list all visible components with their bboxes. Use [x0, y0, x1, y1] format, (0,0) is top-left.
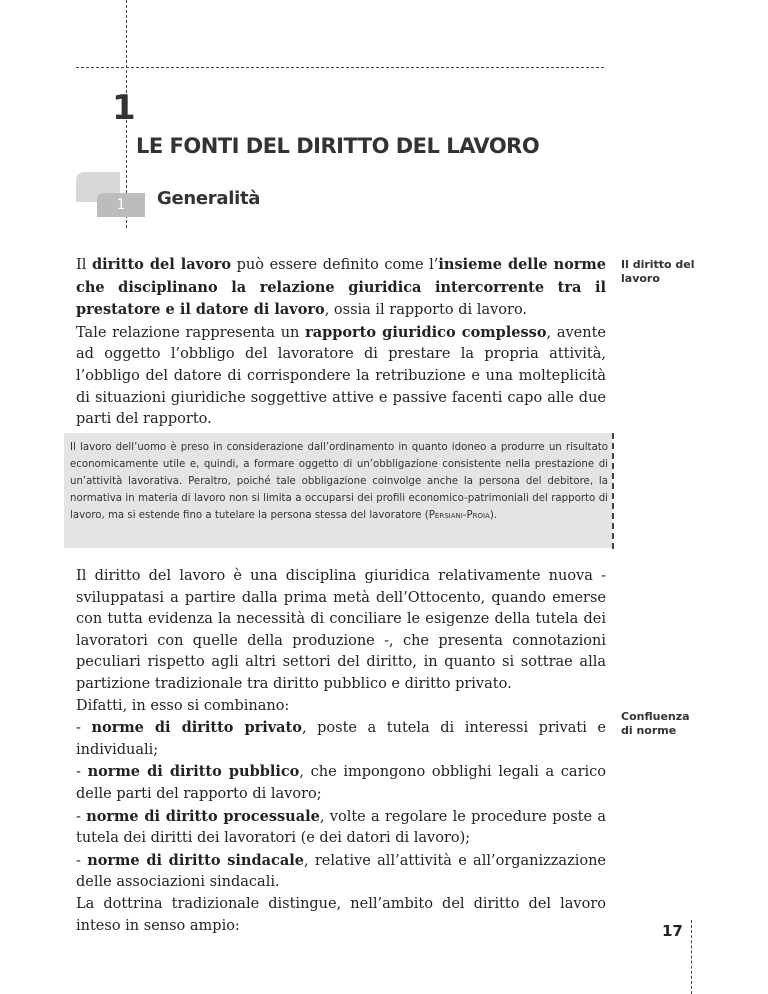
chapter-title: LE FONTI DEL DIRITTO DEL LAVORO	[136, 134, 540, 158]
list-item: - norme di diritto pubblico, che impongono obblighi legali a carico delle parti del rapporto di lavoro;	[76, 763, 606, 802]
section-number-badge: 1	[97, 193, 145, 217]
paragraph-definition: Il diritto del lavoro può essere definito come l’insieme delle norme che disciplinano la relazione giuridica intercorrente tra il prestatore e il datore di lavoro, ossia il rapporto di lavoro. Tale relazione rappresenta un rapporto giuridico complesso, avente ad oggetto l’obbligo del lavoratore di prestare la propria attività, l’obbligo del datore di corrispondere la retribuzione e una molteplicità di situazioni giuridiche soggettive attive e passive facenti capo alle due parti del rapporto.	[76, 256, 606, 428]
top-horizontal-guide	[76, 67, 604, 68]
section-title: Generalità	[157, 188, 261, 209]
page-number: 17	[662, 922, 683, 940]
chapter-number: 1	[112, 88, 135, 128]
note-side-guide	[612, 433, 614, 549]
margin-note-diritto: Il diritto del lavoro	[621, 258, 695, 285]
list-item: - norme di diritto privato, poste a tutela di interessi privati e individuali;	[76, 719, 606, 758]
bottom-vertical-guide	[691, 920, 692, 994]
note-box: Il lavoro dell’uomo è preso in considerazione dall’ordinamento in quanto idoneo a produrre un risultato economicamente utile e, quindi, a formare oggetto di un’obbligazione consistente nella prestazione di un’attività lavorativa. Peraltro, poiché tale obbligazione coinvolge anche la persona del debitore, la normativa in materia di lavoro non si limita a occuparsi dei profili economico-patrimoniali del rapporto di lavoro, ma si estende fino a tutelare la persona stessa del lavoratore (Persiani-Proia).	[64, 433, 612, 548]
paragraph-discipline: Il diritto del lavoro è una disciplina giuridica relativamente nuova - sviluppatasi a partire dalla prima metà dell’Ottocento, quando emerse con tutta evidenza la necessità di conciliare le esigenze della tutela dei lavoratori con quelle della produzione -, che presenta connotazioni peculiari rispetto agli altri settori del diritto, in quanto si sottrae alla partizione tradizionale tra diritto pubblico e diritto privato. Difatti, in esso si combinano: - norme di diritto privato, poste a tutela di interessi privati e individuali; - norme di diritto pubblico, che impongono obblighi legali a carico delle parti del rapporto di lavoro; - norme di diritto processuale, volte a regolare le procedure poste a tutela dei diritti dei lavoratori (e dei datori di lavoro); - norme di diritto sindacale, relative all’attività e all’organizzazione delle associazioni sindacali. La dottrina tradizionale distingue, nell’ambito del diritto del lavoro inteso in senso ampio:	[76, 568, 606, 934]
list-item: - norme di diritto sindacale, relative all’attività e all’organizzazione delle associazioni sindacali.	[76, 851, 606, 891]
margin-note-confluenza: Confluenza di norme	[621, 710, 690, 737]
note-authors: Persiani-Proia	[428, 510, 490, 521]
list-item: - norme di diritto processuale, volte a regolare le procedure poste a tutela dei diritti dei lavoratori (e dei datori di lavoro);	[76, 807, 606, 847]
